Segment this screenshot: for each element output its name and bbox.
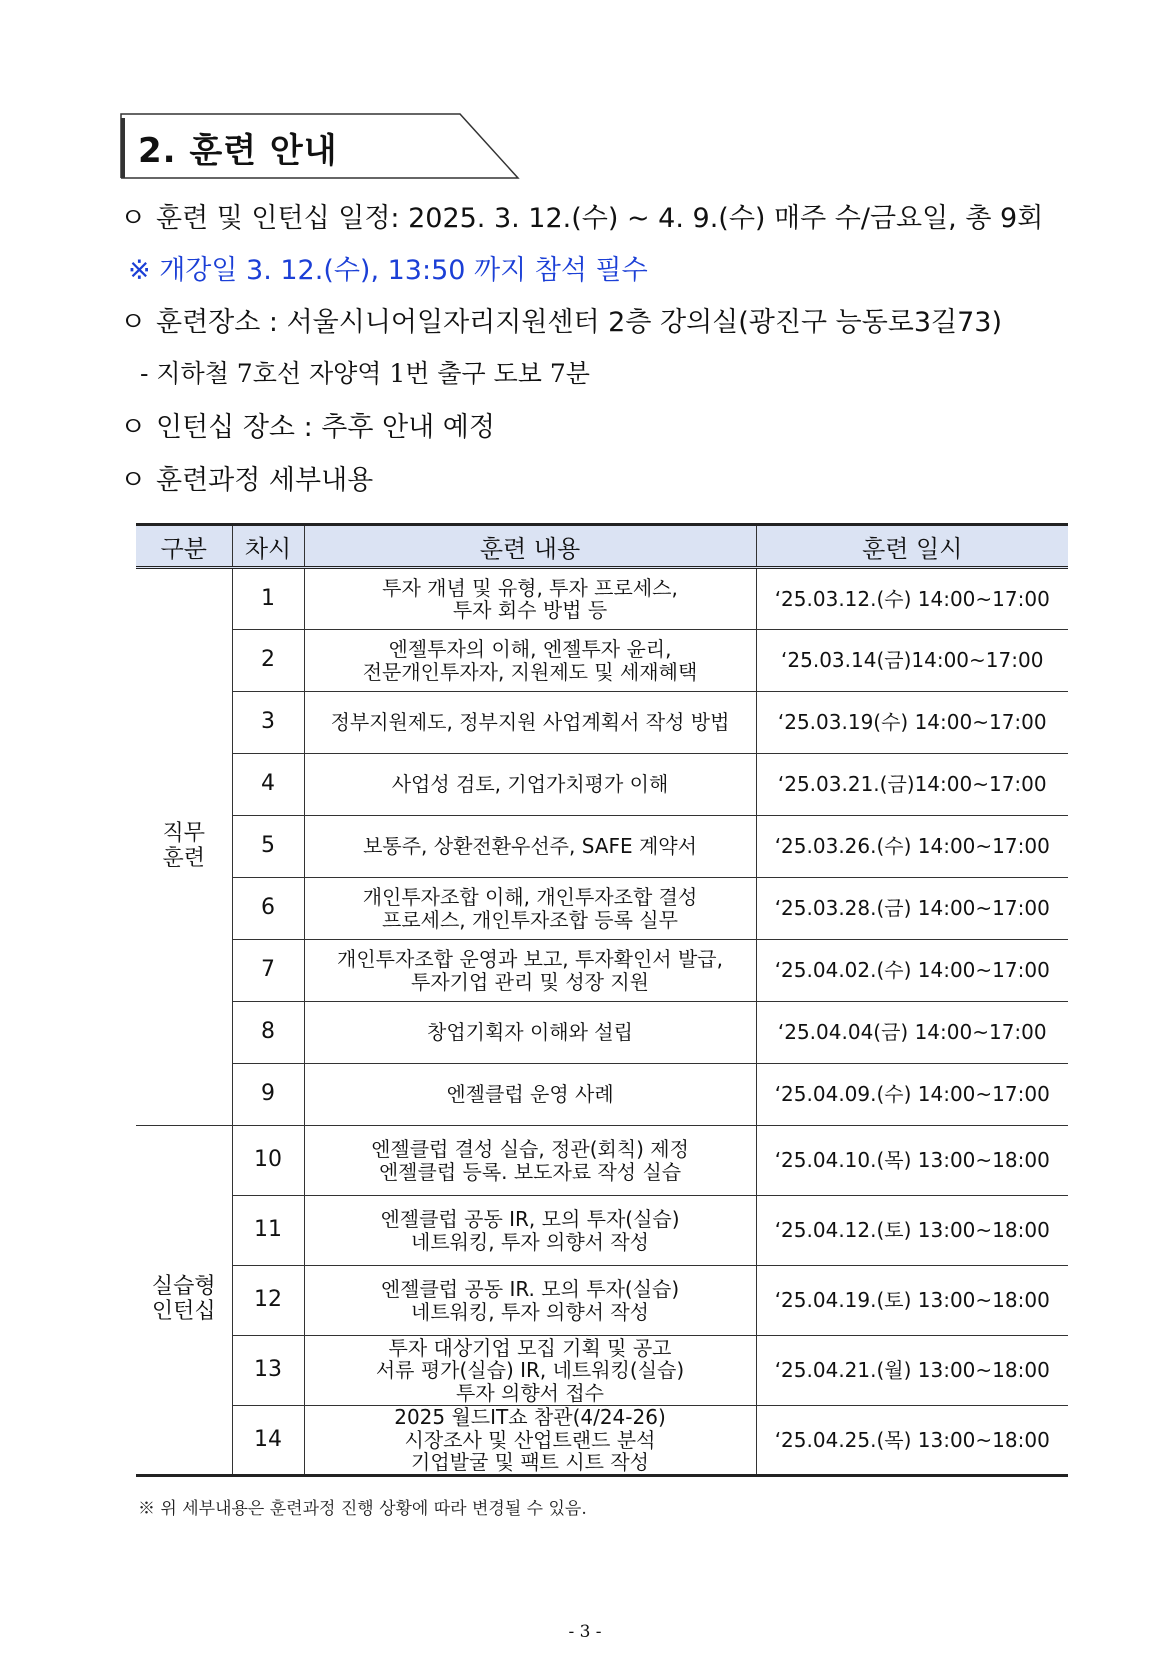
section-title: 2. 훈련 안내 <box>138 131 338 171</box>
table-row <box>136 692 1068 754</box>
table-row <box>136 1002 1068 1064</box>
content-cell: 엔젤클럽 결성 실습, 정관(회칙) 제정 엔젤클럽 등록. 보도자료 작성 실습 <box>304 1126 756 1196</box>
section-title-box <box>120 113 520 179</box>
venue-subway-note: - 지하철 7호선 자양역 1번 출구 도보 7분 <box>140 359 590 388</box>
bullet-icon: ㅇ <box>120 465 147 496</box>
content-cell: 엔젤클럽 공동 IR. 모의 투자(실습) 네트워킹, 투자 의향서 작성 <box>304 1266 756 1336</box>
session-number-cell: 6 <box>232 878 304 940</box>
content-cell: 사업성 검토, 기업가치평가 이해 <box>304 754 756 816</box>
bullet-icon: ㅇ <box>120 412 147 443</box>
intern-venue-line <box>120 405 495 444</box>
table-row <box>136 568 1068 630</box>
datetime-cell: ‘25.04.09.(수) 14:00~17:00 <box>756 1064 1068 1126</box>
details-line <box>120 458 373 497</box>
session-number-cell: 12 <box>232 1266 304 1336</box>
content-cell: 엔젤클럽 공동 IR, 모의 투자(실습) 네트워킹, 투자 의향서 작성 <box>304 1196 756 1266</box>
header-datetime: 훈련 일시 <box>756 525 1068 568</box>
datetime-cell: ‘25.03.28.(금) 14:00~17:00 <box>756 878 1068 940</box>
content-cell: 엔젤투자의 이해, 엔젤투자 윤리, 전문개인투자자, 지원제도 및 세재혜택 <box>304 630 756 692</box>
details-text: 훈련과정 세부내용 <box>156 465 374 496</box>
content-cell: 창업기획자 이해와 설립 <box>304 1002 756 1064</box>
bullet-icon: ㅇ <box>120 203 147 234</box>
session-number-cell: 2 <box>232 630 304 692</box>
content-cell: 2025 월드IT쇼 참관(4/24-26) 시장조사 및 산업트랜드 분석 기업발굴 및 팩트 시트 작성 <box>304 1406 756 1476</box>
header-session: 차시 <box>232 525 304 568</box>
datetime-cell: ‘25.03.21.(금)14:00~17:00 <box>756 754 1068 816</box>
session-number-cell: 8 <box>232 1002 304 1064</box>
session-number-cell: 10 <box>232 1126 304 1196</box>
content-cell: 투자 개념 및 유형, 투자 프로세스, 투자 회수 방법 등 <box>304 568 756 630</box>
session-number-cell: 1 <box>232 568 304 630</box>
datetime-cell: ‘25.03.12.(수) 14:00~17:00 <box>756 568 1068 630</box>
session-number-cell: 4 <box>232 754 304 816</box>
header-content: 훈련 내용 <box>304 525 756 568</box>
table-row <box>136 878 1068 940</box>
footnote: ※ 위 세부내용은 훈련과정 진행 상황에 따라 변경될 수 있음. <box>138 1499 587 1519</box>
bullet-icon: ㅇ <box>120 307 147 338</box>
header-category: 구분 <box>136 525 232 568</box>
venue-line <box>120 300 1002 339</box>
datetime-cell: ‘25.04.02.(수) 14:00~17:00 <box>756 940 1068 1002</box>
datetime-cell: ‘25.03.26.(수) 14:00~17:00 <box>756 816 1068 878</box>
table-row <box>136 630 1068 692</box>
datetime-cell: ‘25.03.14(금)14:00~17:00 <box>756 630 1068 692</box>
table-row <box>136 940 1068 1002</box>
table-row <box>136 1406 1068 1476</box>
datetime-cell: ‘25.04.19.(토) 13:00~18:00 <box>756 1266 1068 1336</box>
schedule-line <box>120 196 1043 235</box>
page-number: - 3 - <box>568 1622 602 1642</box>
table-row <box>136 1064 1068 1126</box>
content-cell: 개인투자조합 운영과 보고, 투자확인서 발급, 투자기업 관리 및 성장 지원 <box>304 940 756 1002</box>
schedule-text: 훈련 및 인턴십 일정: 2025. 3. 12.(수) ~ 4. 9.(수) 매주 수/금요일, 총 9회 <box>156 203 1044 234</box>
table-row <box>136 1126 1068 1196</box>
table-row <box>136 754 1068 816</box>
venue-text: 훈련장소 : 서울시니어일자리지원센터 2층 강의실(광진구 능동로3길73) <box>156 307 1003 338</box>
datetime-cell: ‘25.04.25.(목) 13:00~18:00 <box>756 1406 1068 1476</box>
session-number-cell: 5 <box>232 816 304 878</box>
training-schedule-table <box>136 523 1068 1477</box>
content-cell: 투자 대상기업 모집 기획 및 공고 서류 평가(실습) IR, 네트워킹(실습) 투자 의향서 접수 <box>304 1336 756 1406</box>
session-number-cell: 14 <box>232 1406 304 1476</box>
session-number-cell: 13 <box>232 1336 304 1406</box>
table-row <box>136 1196 1068 1266</box>
session-number-cell: 11 <box>232 1196 304 1266</box>
content-cell: 보통주, 상환전환우선주, SAFE 계약서 <box>304 816 756 878</box>
category-cell: 직무 훈련 <box>136 568 232 1126</box>
content-cell: 개인투자조합 이해, 개인투자조합 결성 프로세스, 개인투자조합 등록 실무 <box>304 878 756 940</box>
datetime-cell: ‘25.04.10.(목) 13:00~18:00 <box>756 1126 1068 1196</box>
table-row <box>136 1266 1068 1336</box>
session-number-cell: 3 <box>232 692 304 754</box>
datetime-cell: ‘25.04.12.(토) 13:00~18:00 <box>756 1196 1068 1266</box>
table-row <box>136 1336 1068 1406</box>
category-cell: 실습형 인턴십 <box>136 1126 232 1476</box>
intern-venue-text: 인턴십 장소 : 추후 안내 예정 <box>156 412 495 443</box>
datetime-cell: ‘25.04.21.(월) 13:00~18:00 <box>756 1336 1068 1406</box>
opening-note: ※ 개강일 3. 12.(수), 13:50 까지 참석 필수 <box>128 255 648 286</box>
content-cell: 엔젤클럽 운영 사례 <box>304 1064 756 1126</box>
table-row <box>136 816 1068 878</box>
datetime-cell: ‘25.03.19(수) 14:00~17:00 <box>756 692 1068 754</box>
datetime-cell: ‘25.04.04(금) 14:00~17:00 <box>756 1002 1068 1064</box>
session-number-cell: 9 <box>232 1064 304 1126</box>
table-header-row <box>136 525 1068 568</box>
content-cell: 정부지원제도, 정부지원 사업계획서 작성 방법 <box>304 692 756 754</box>
session-number-cell: 7 <box>232 940 304 1002</box>
